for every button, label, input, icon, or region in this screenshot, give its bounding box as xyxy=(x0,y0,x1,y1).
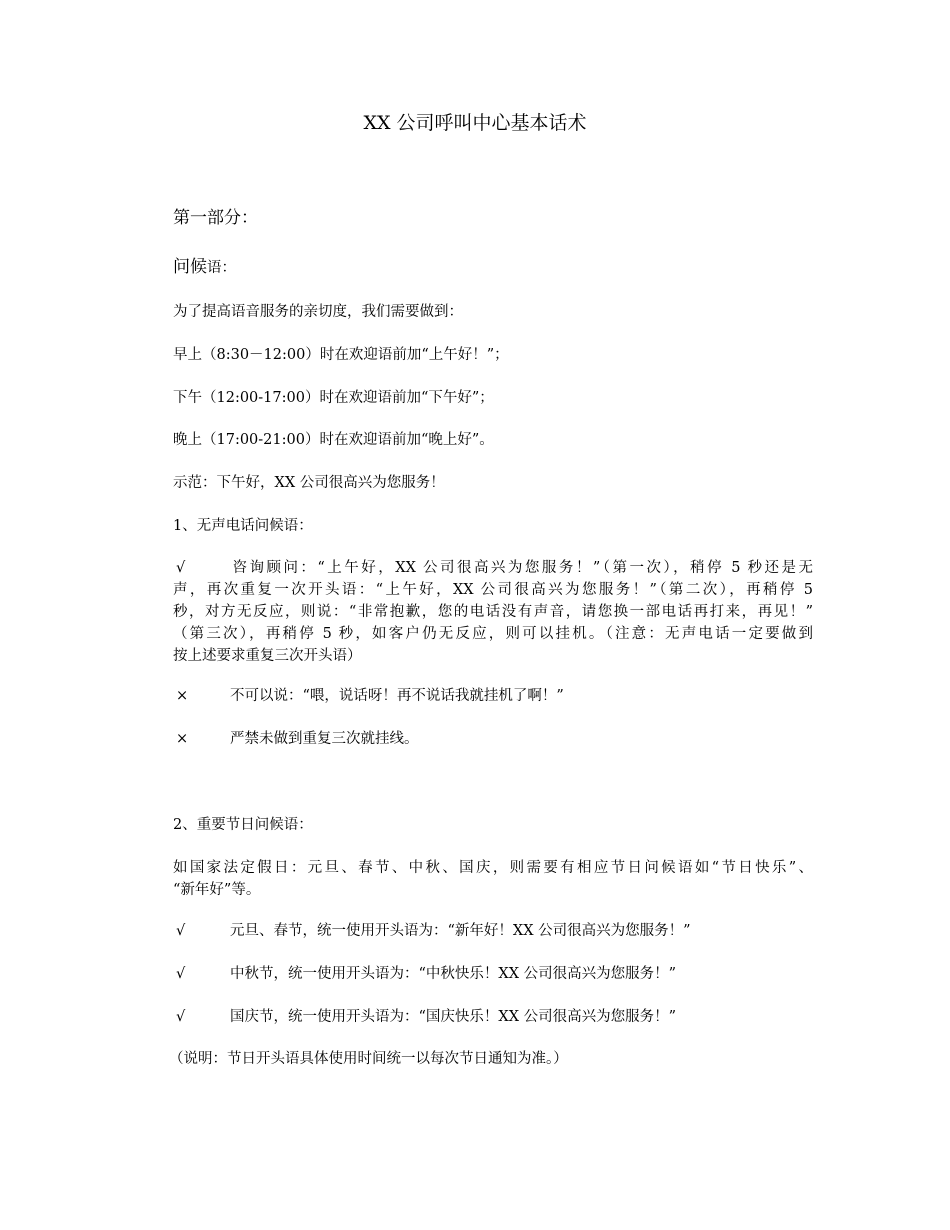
paragraph-line: 按上述要求重复三次开头语） xyxy=(173,648,362,664)
paragraph-line: 秒，对方无反应，则说：“非常抱歉，您的电话没有声音，请您换一部电话再打来，再见！” xyxy=(173,604,813,620)
holiday-item-national-day xyxy=(173,1005,813,1029)
holiday-item-text: 元旦、春节，统一使用开头语为：“新年好！XX 公司很高兴为您服务！” xyxy=(230,923,691,939)
holiday-note: （说明：节日开头语具体使用时间统一以每次节日通知为准。） xyxy=(169,1051,568,1067)
dont-text: 严禁未做到重复三次就挂线。 xyxy=(230,731,419,747)
greeting-heading xyxy=(173,254,236,281)
holiday-item-new-year xyxy=(173,919,813,943)
paragraph-line: “新年好”等。 xyxy=(173,882,261,898)
silent-call-heading: 1、无声电话问候语： xyxy=(173,518,313,534)
cross-mark-icon: × xyxy=(176,688,189,704)
greeting-heading-main: 问候 xyxy=(173,257,207,277)
holiday-intro-paragraph xyxy=(173,857,813,901)
paragraph-line-text: 咨询顾问：“上午好，XX 公司很高兴为您服务！”（第一次），稍停 5 秒还是无 xyxy=(230,560,813,576)
dont-text: 不可以说：“喂，说话呀！再不说话我就挂机了啊！” xyxy=(230,688,564,704)
silent-call-dont-1 xyxy=(173,684,813,708)
example-text: 示范：下午好，XX 公司很高兴为您服务！ xyxy=(173,475,445,491)
paragraph-line: （第三次），再稍停 5 秒，如客户仍无反应，则可以挂机。（注意：无声电话一定要做到 xyxy=(173,626,813,642)
check-mark-icon: √ xyxy=(176,560,186,576)
morning-rule: 早上（8:30－12:00）时在欢迎语前加“上午好！”； xyxy=(173,347,509,363)
evening-rule: 晚上（17:00-21:00）时在欢迎语前加“晚上好”。 xyxy=(173,432,494,448)
intro-text: 为了提高语音服务的亲切度，我们需要做到： xyxy=(173,304,463,320)
check-mark-icon: √ xyxy=(176,1009,186,1025)
holiday-item-text: 中秋节，统一使用开头语为：“中秋快乐！XX 公司很高兴为您服务！” xyxy=(230,966,677,982)
paragraph-line xyxy=(173,557,813,579)
afternoon-rule: 下午（12:00-17:00）时在欢迎语前加“下午好”； xyxy=(173,390,494,406)
holiday-item-mid-autumn xyxy=(173,962,813,986)
check-mark-icon: √ xyxy=(176,923,186,939)
silent-call-do-paragraph xyxy=(173,557,813,667)
document-title: XX 公司呼叫中心基本话术 xyxy=(363,112,587,134)
holiday-item-text: 国庆节，统一使用开头语为：“国庆快乐！XX 公司很高兴为您服务！” xyxy=(230,1009,677,1025)
paragraph-line: 如国家法定假日：元旦、春节、中秋、国庆，则需要有相应节日问候语如“节日快乐”、 xyxy=(173,860,813,876)
part-heading: 第一部分： xyxy=(173,208,258,228)
holiday-heading: 2、重要节日问候语： xyxy=(173,817,313,833)
paragraph-line: 声，再次重复一次开头语：“上午好，XX 公司很高兴为您服务！”（第二次），再稍停 5 xyxy=(173,582,813,598)
cross-mark-icon: × xyxy=(176,731,189,747)
greeting-heading-suffix: 语： xyxy=(207,260,236,276)
silent-call-dont-2 xyxy=(173,727,813,751)
check-mark-icon: √ xyxy=(176,966,186,982)
